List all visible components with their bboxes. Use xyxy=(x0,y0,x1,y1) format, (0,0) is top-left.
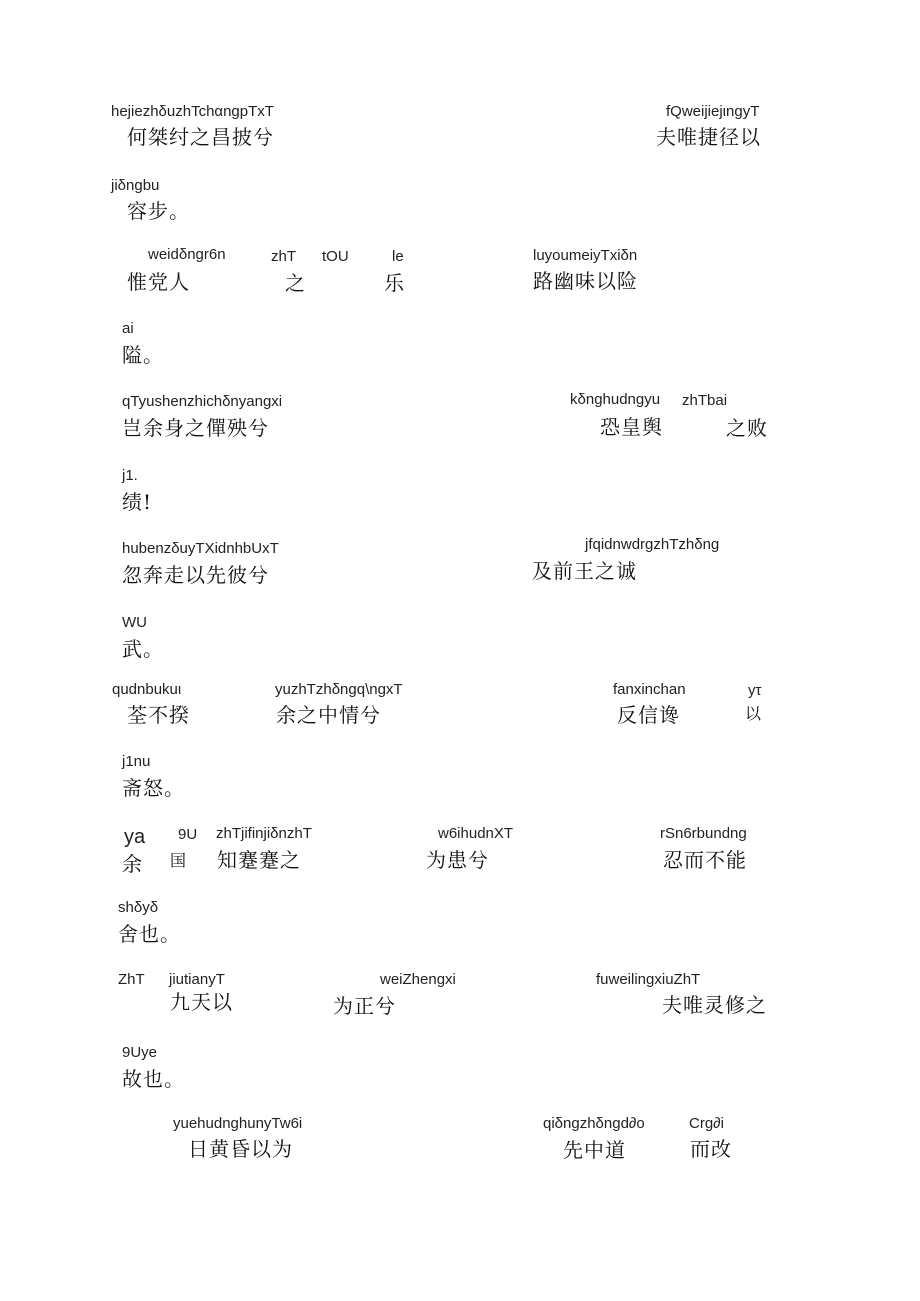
pinyin-text: WU xyxy=(122,614,147,631)
pinyin-text: qTyushenzhichδnyangxi xyxy=(122,393,283,410)
hanzi-text: 故也。 xyxy=(122,1067,185,1091)
hanzi-text: 国 xyxy=(170,851,188,870)
pinyin-text: yuehudnghunyTw6i xyxy=(173,1115,303,1132)
pinyin-text: qiδngzhδngd∂o xyxy=(543,1115,645,1132)
hanzi-text: 为患兮 xyxy=(426,848,489,872)
pinyin-text: rSn6rbundng xyxy=(660,825,747,842)
pinyin-text: zhTbai xyxy=(682,392,728,409)
pinyin-text: zhT xyxy=(271,248,297,265)
hanzi-text: 忽奔走以先彼兮 xyxy=(122,563,269,587)
pinyin-text: luyoumeiyTxiδn xyxy=(533,247,638,264)
hanzi-text: 为正兮 xyxy=(333,994,396,1018)
pinyin-text: tOU xyxy=(322,248,349,265)
hanzi-text: 斋怒。 xyxy=(122,776,185,800)
pinyin-text: weiZhengxi xyxy=(380,971,456,988)
hanzi-text: 而改 xyxy=(690,1137,732,1161)
pinyin-text: fanxinchan xyxy=(613,681,686,698)
pinyin-text: j1. xyxy=(122,467,138,484)
pinyin-text: weidδngr6n xyxy=(148,246,226,263)
hanzi-text: 及前王之诚 xyxy=(532,559,637,583)
hanzi-text: 乐 xyxy=(384,271,405,295)
pinyin-text: fuweilingxiuZhT xyxy=(596,971,701,988)
hanzi-text: 余 xyxy=(122,852,143,876)
hanzi-text: 隘。 xyxy=(122,343,164,367)
hanzi-text: 先中道 xyxy=(563,1138,626,1162)
hanzi-text: 恐皇舆 xyxy=(600,415,663,439)
pinyin-text: yuzhTzhδngq\ngxT xyxy=(275,681,403,698)
hanzi-text: 日黄昏以为 xyxy=(188,1137,293,1161)
pinyin-text: jiδngbu xyxy=(111,177,160,194)
pinyin-text: qudnbukuι xyxy=(112,681,182,698)
hanzi-text: 何桀纣之昌披兮 xyxy=(127,125,274,149)
hanzi-text: 余之中情兮 xyxy=(276,703,381,727)
pinyin-text: ya xyxy=(124,826,146,848)
pinyin-text: ZhT xyxy=(118,971,145,988)
pinyin-text: hejiezhδuzhTchαngpTxT xyxy=(111,103,274,120)
pinyin-text: jiutianyT xyxy=(169,971,225,988)
hanzi-text: 武。 xyxy=(122,637,164,661)
pinyin-text: hubenzδuyTXidnhbUxT xyxy=(122,540,279,557)
hanzi-text: 绩! xyxy=(122,490,153,514)
pinyin-text: kδnghudngyu xyxy=(570,391,661,408)
hanzi-text: 惟党人 xyxy=(127,270,190,294)
pinyin-text: ai xyxy=(122,320,134,337)
pinyin-text: zhTjifinjiδnzhT xyxy=(216,825,312,842)
pinyin-text: j1nu xyxy=(122,753,151,770)
pinyin-text: Crg∂i xyxy=(689,1115,724,1132)
pinyin-text: yτ xyxy=(748,682,762,699)
pinyin-text: fQweijiejιngyT xyxy=(666,103,760,120)
pinyin-text: w6ihudnXT xyxy=(438,825,514,842)
hanzi-text: 岂余身之僤殃兮 xyxy=(122,416,269,440)
hanzi-text: 反信谗 xyxy=(617,703,680,727)
hanzi-text: 以 xyxy=(745,704,763,723)
pinyin-text: shδyδ xyxy=(118,899,159,916)
hanzi-text: 荃不揆 xyxy=(127,703,190,727)
hanzi-text: 九天以 xyxy=(170,990,233,1014)
hanzi-text: 夫唯灵修之 xyxy=(662,993,767,1017)
hanzi-text: 路幽味以险 xyxy=(533,269,638,293)
pinyin-text: le xyxy=(392,248,404,265)
pinyin-text: 9Uye xyxy=(122,1044,158,1061)
hanzi-text: 知蹇蹇之 xyxy=(217,848,301,872)
hanzi-text: 容步。 xyxy=(127,199,190,223)
pinyin-text: jfqidnwdrgzhTzhδng xyxy=(585,536,720,553)
hanzi-text: 舍也。 xyxy=(118,922,181,946)
hanzi-text: 夫唯捷径以 xyxy=(656,125,761,149)
hanzi-text: 忍而不能 xyxy=(663,848,747,872)
hanzi-text: 之败 xyxy=(726,416,768,440)
pinyin-text: 9U xyxy=(178,826,198,843)
hanzi-text: 之 xyxy=(285,271,306,295)
